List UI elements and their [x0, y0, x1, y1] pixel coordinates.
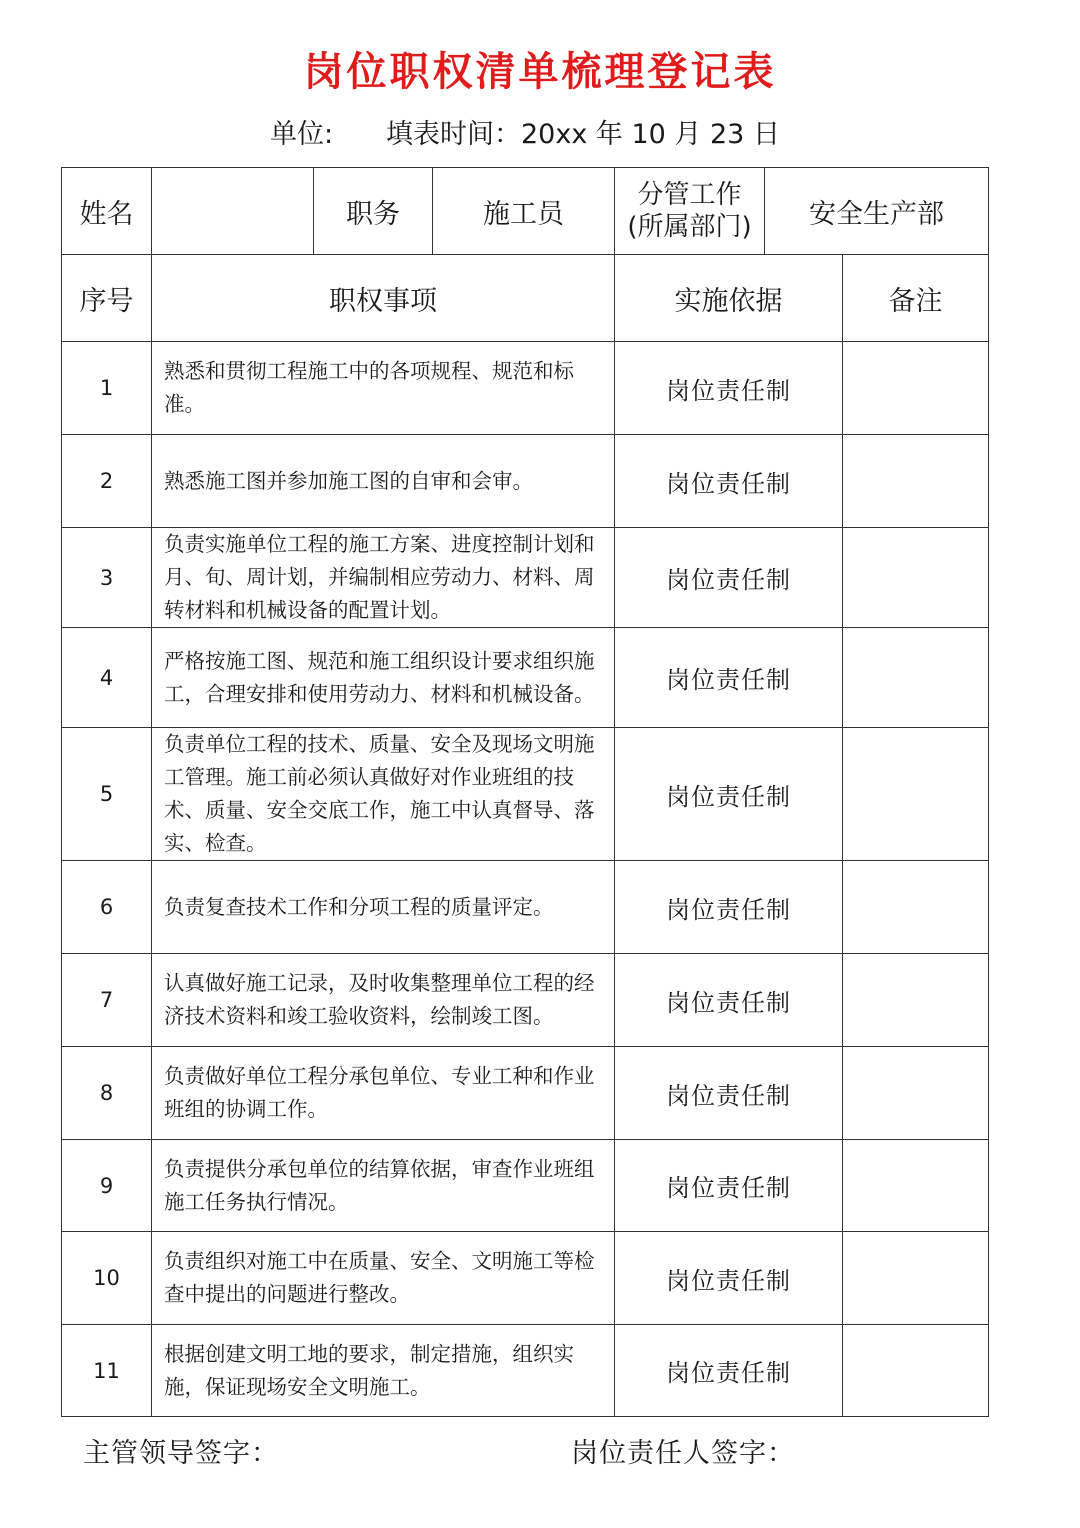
unit-label: 单位: [270, 119, 334, 150]
row-basis: 岗位责任制 [615, 1325, 843, 1417]
info-row [62, 168, 989, 255]
row-remark [843, 435, 989, 528]
row-basis: 岗位责任制 [615, 728, 843, 861]
responsibility-table [61, 167, 989, 1417]
row-remark [843, 1140, 989, 1232]
col-index-header: 序号 [62, 255, 152, 342]
row-number: 3 [62, 528, 152, 628]
row-item: 根据创建文明工地的要求，制定措施，组织实施，保证现场安全文明施工。 [152, 1325, 615, 1417]
supervisor-signature-label: 主管领导签字： [83, 1438, 279, 1469]
row-basis: 岗位责任制 [615, 342, 843, 435]
row-number: 7 [62, 954, 152, 1047]
table-row [62, 1140, 989, 1232]
row-number: 11 [62, 1325, 152, 1417]
col-basis-header: 实施依据 [615, 255, 843, 342]
position-value: 施工员 [433, 168, 615, 255]
row-item: 负责提供分承包单位的结算依据，审查作业班组施工任务执行情况。 [152, 1140, 615, 1232]
table-row [62, 1325, 989, 1417]
table-row [62, 435, 989, 528]
col-item-header: 职权事项 [152, 255, 615, 342]
name-label: 姓名 [62, 168, 152, 255]
row-remark [843, 342, 989, 435]
row-remark [843, 628, 989, 728]
row-basis: 岗位责任制 [615, 861, 843, 954]
column-header-row [62, 255, 989, 342]
row-item: 负责单位工程的技术、质量、安全及现场文明施工管理。施工前必须认真做好对作业班组的技术、质量、安全交底工作，施工中认真督导、落实、检查。 [152, 728, 615, 861]
department-value: 安全生产部 [765, 168, 989, 255]
row-number: 5 [62, 728, 152, 861]
responsible-signature-label: 岗位责任人签字： [571, 1438, 795, 1469]
row-number: 9 [62, 1140, 152, 1232]
row-number: 6 [62, 861, 152, 954]
department-label [615, 168, 765, 255]
row-number: 1 [62, 342, 152, 435]
col-remark-header: 备注 [843, 255, 989, 342]
row-item: 熟悉和贯彻工程施工中的各项规程、规范和标准。 [152, 342, 615, 435]
row-basis: 岗位责任制 [615, 1140, 843, 1232]
row-number: 8 [62, 1047, 152, 1140]
fill-date: 填表时间：20xx 年 10 月 23 日 [386, 119, 780, 150]
row-number: 10 [62, 1232, 152, 1325]
row-item: 负责组织对施工中在质量、安全、文明施工等检查中提出的问题进行整改。 [152, 1232, 615, 1325]
row-remark [843, 954, 989, 1047]
row-item: 严格按施工图、规范和施工组织设计要求组织施工，合理安排和使用劳动力、材料和机械设备。 [152, 628, 615, 728]
name-value [152, 168, 314, 255]
table-row [62, 954, 989, 1047]
row-item: 负责复查技术工作和分项工程的质量评定。 [152, 861, 615, 954]
row-item: 负责做好单位工程分承包单位、专业工种和作业班组的协调工作。 [152, 1047, 615, 1140]
row-number: 2 [62, 435, 152, 528]
row-remark [843, 861, 989, 954]
department-label-line2: (所属部门) [627, 212, 752, 242]
table-row [62, 342, 989, 435]
row-remark [843, 728, 989, 861]
table-row [62, 861, 989, 954]
row-basis: 岗位责任制 [615, 628, 843, 728]
department-label-line1: 分管工作 [637, 180, 742, 210]
row-remark [843, 1232, 989, 1325]
row-item: 认真做好施工记录，及时收集整理单位工程的经济技术资料和竣工验收资料，绘制竣工图。 [152, 954, 615, 1047]
table-row [62, 528, 989, 628]
table-row [62, 1232, 989, 1325]
table-row [62, 728, 989, 861]
row-basis: 岗位责任制 [615, 1047, 843, 1140]
row-number: 4 [62, 628, 152, 728]
row-remark [843, 1047, 989, 1140]
row-remark [843, 1325, 989, 1417]
row-item: 负责实施单位工程的施工方案、进度控制计划和月、旬、周计划，并编制相应劳动力、材料、周转材料和机械设备的配置计划。 [152, 528, 615, 628]
row-item: 熟悉施工图并参加施工图的自审和会审。 [152, 435, 615, 528]
row-basis: 岗位责任制 [615, 435, 843, 528]
row-remark [843, 528, 989, 628]
form-title: 岗位职权清单梳理登记表 [303, 49, 777, 95]
table-row [62, 628, 989, 728]
row-basis: 岗位责任制 [615, 954, 843, 1047]
table-row [62, 1047, 989, 1140]
row-basis: 岗位责任制 [615, 528, 843, 628]
row-basis: 岗位责任制 [615, 1232, 843, 1325]
position-label: 职务 [314, 168, 433, 255]
